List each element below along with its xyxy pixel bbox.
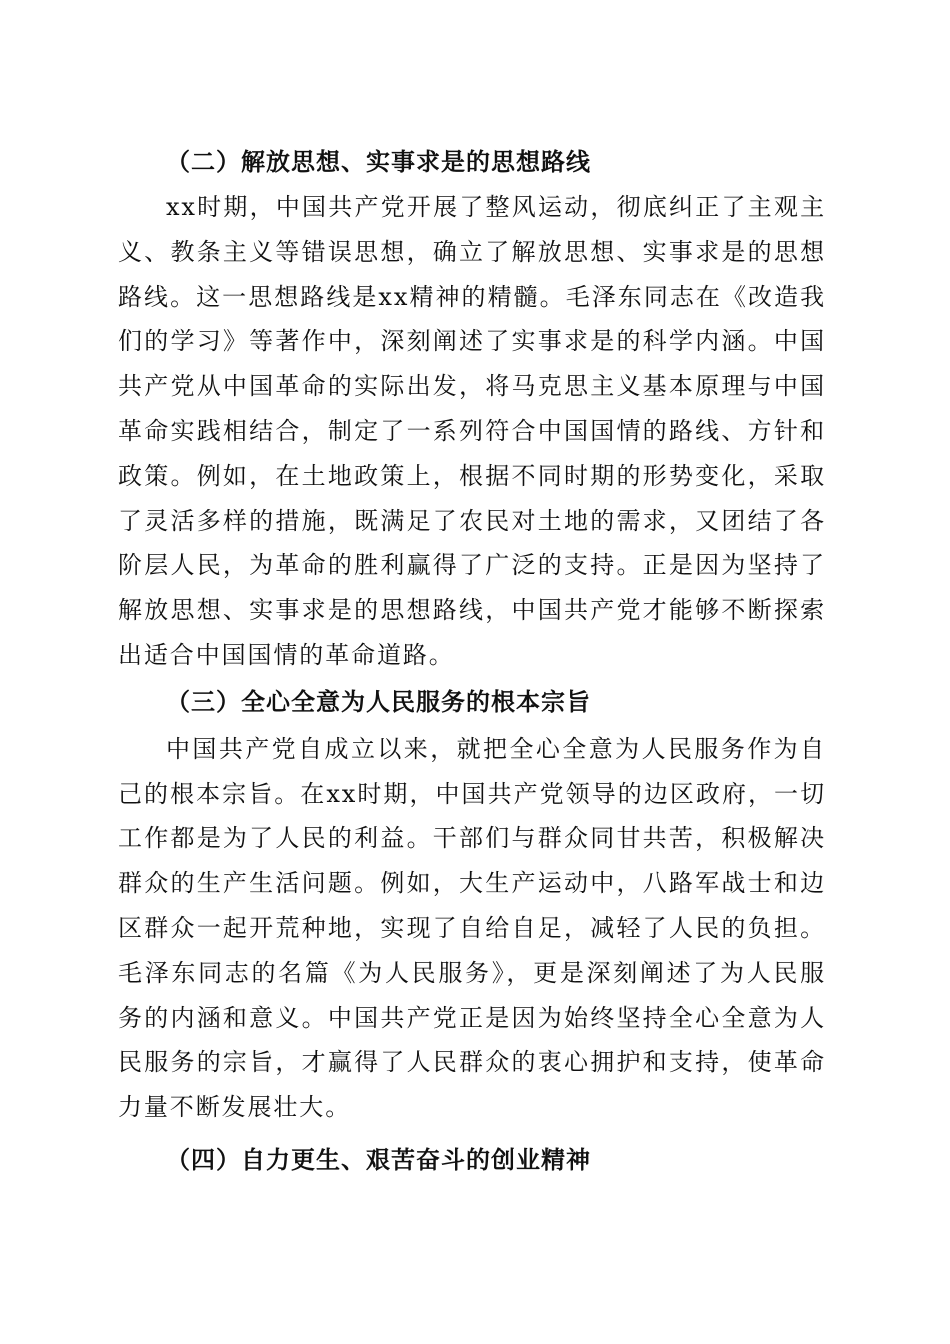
section-heading-4: （四）自力更生、艰苦奋斗的创业精神 bbox=[166, 1144, 591, 1174]
document-body bbox=[118, 140, 826, 1182]
section-paragraph-3: 中国共产党自成立以来，就把全心全意为人民服务作为自己的根本宗旨。在xx时期，中国共产党领导的边区政府，一切工作都是为了人民的利益。干部们与群众同甘共苦，积极解决群众的生产生活问题。例如，大生产运动中，八路军战士和边区群众一起开荒种地，实现了自给自足，减轻了人民的负担。毛泽东同志的名篇《为人民服务》，更是深刻阐述了为人民服务的内涵和意义。中国共产党正是因为始终坚持全心全意为人民服务的宗旨，才赢得了人民群众的衷心拥护和支持，使革命力量不断发展壮大。 bbox=[118, 734, 826, 1122]
section-heading-2: （二）解放思想、实事求是的思想路线 bbox=[166, 147, 591, 176]
section-heading-3: （三）全心全意为人民服务的根本宗旨 bbox=[166, 686, 591, 716]
section-paragraph-2: xx时期，中国共产党开展了整风运动，彻底纠正了主观主义、教条主义等错误思想，确立了解放思想、实事求是的思想路线。这一思想路线是xx精神的精髓。毛泽东同志在《改造我们的学习》等著作中，深刻阐述了实事求是的科学内涵。中国共产党从中国革命的实际出发，将马克思主义基本原理与中国革命实践相结合，制定了一系列符合中国国情的路线、方针和政策。例如，在土地政策上，根据不同时期的形势变化，采取了灵活多样的措施，既满足了农民对土地的需求，又团结了各阶层人民，为革命的胜利赢得了广泛的支持。正是因为坚持了解放思想、实事求是的思想路线，中国共产党才能够不断探索出适合中国国情的革命道路。 bbox=[118, 193, 826, 669]
